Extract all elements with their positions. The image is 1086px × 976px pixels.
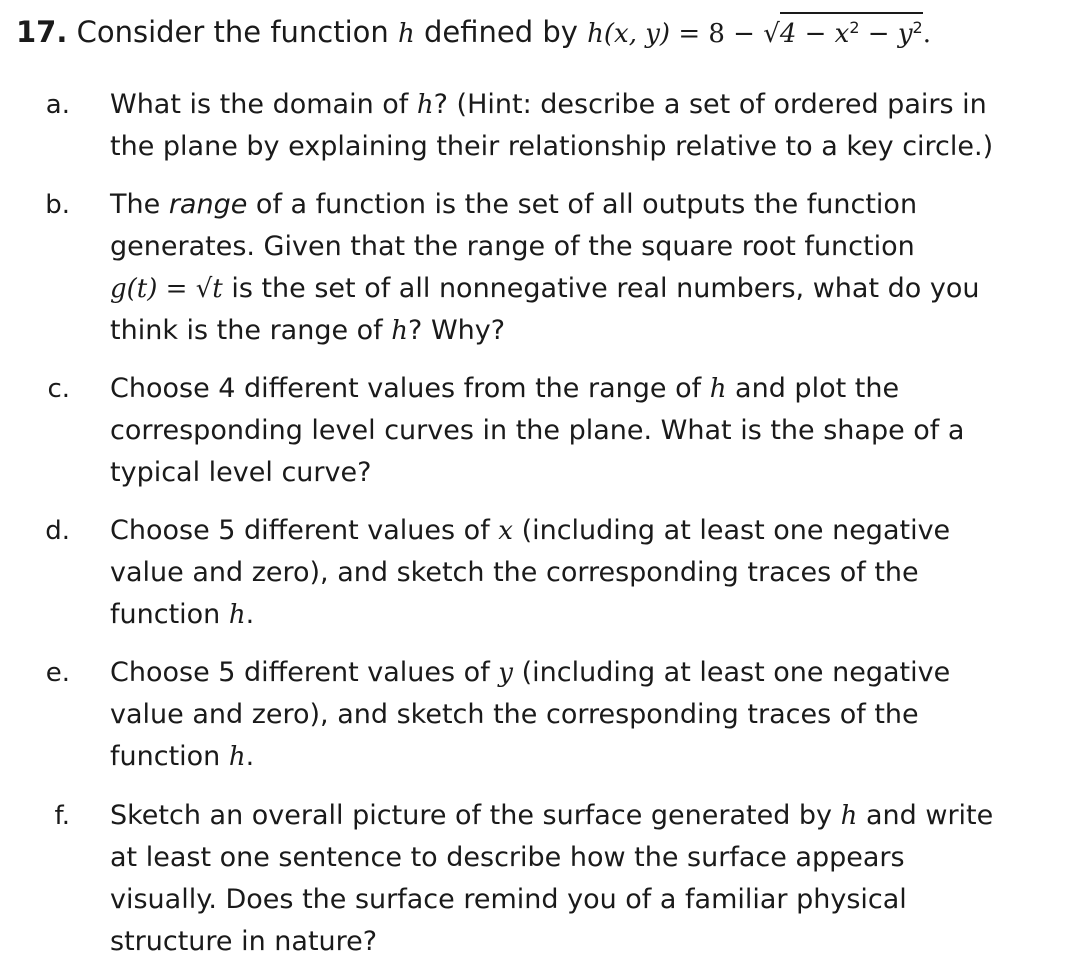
radicand (780, 12, 923, 49)
problem-defined-by: defined by (423, 15, 578, 49)
part-e-fn-var: h (228, 742, 246, 772)
part-d-line-1 (110, 510, 1075, 552)
part-c-text (110, 368, 1075, 494)
part-e-l1-pre: Choose 5 different values of (110, 657, 490, 688)
formula-lhs: h(x, y) (587, 19, 671, 49)
part-a-letter: a. (45, 90, 70, 120)
part-e-var: y (498, 658, 513, 688)
part-a-line-1 (110, 84, 1075, 126)
part-e-l3-pre: function (110, 741, 221, 772)
radicand-b: − y (859, 19, 913, 49)
part-c-letter: c. (47, 374, 70, 404)
part-c-l1-pre: Choose 4 different values from the range of (110, 373, 702, 404)
part-b-line-4 (110, 310, 1075, 352)
part-c-line-1 (110, 368, 1075, 410)
part-e-line-3 (110, 736, 1075, 778)
part-d-text (110, 510, 1075, 636)
part-e-letter: e. (45, 658, 70, 688)
part-a-l1-pre: What is the domain of (110, 89, 409, 120)
part-d-l1-pre: Choose 5 different values of (110, 515, 490, 546)
radicand-a: 4 − x (779, 19, 850, 49)
function-formula (587, 15, 931, 49)
part-a-var: h (416, 90, 434, 120)
part-b-line-1 (110, 184, 1075, 226)
function-name: h (398, 19, 415, 49)
part-b-text (110, 184, 1075, 352)
part-e-l3-post: . (245, 741, 255, 772)
part-d-l1-post: (including at least one negative (521, 515, 951, 546)
part-a-text (110, 84, 1075, 168)
part-d-line-3 (110, 594, 1075, 636)
part-f-line-2: at least one sentence to describe how the surface appears (110, 842, 905, 873)
part-c-var: h (709, 374, 727, 404)
part-b-l3-post: is the set of all nonnegative real numbers, what do you (231, 273, 980, 304)
part-e-text (110, 652, 1075, 778)
part-d-l3-post: . (245, 599, 255, 630)
problem-number: 17. (16, 15, 68, 49)
part-f-line-3: visually. Does the surface remind you of a familiar physical (110, 884, 907, 915)
part-b-l4-pre: think is the range of (110, 315, 383, 346)
part-f-line-1 (110, 795, 1075, 837)
formula-eq: = 8 − (670, 19, 764, 49)
radical-sign: √ (763, 19, 780, 49)
part-b-line-2: generates. Given that the range of the square root function (110, 231, 915, 262)
problem-intro: Consider the function (76, 15, 389, 49)
part-e-line-2: value and zero), and sketch the corresponding traces of the (110, 699, 919, 730)
part-e-line-1 (110, 652, 1075, 694)
problem-heading (16, 8, 931, 54)
part-f-var: h (840, 801, 858, 831)
part-f-l1-pre: Sketch an overall picture of the surface generated by (110, 800, 833, 831)
part-b-letter: b. (45, 190, 70, 220)
part-c-line-2: corresponding level curves in the plane. What is the shape of a (110, 415, 965, 446)
part-f-text (110, 795, 1075, 963)
part-f-line-4: structure in nature? (110, 926, 378, 957)
part-c-line-3: typical level curve? (110, 457, 372, 488)
part-e-l1-post: (including at least one negative (521, 657, 951, 688)
part-b-l1-post: of a function is the set of all outputs the function (255, 189, 918, 220)
part-f-l1-post: and write (865, 800, 994, 831)
part-c-l1-post: and plot the (735, 373, 900, 404)
part-b-var: h (391, 316, 409, 346)
part-d-line-2: value and zero), and sketch the corresponding traces of the (110, 557, 919, 588)
part-d-fn-var: h (228, 600, 246, 630)
part-a-line-2: the plane by explaining their relationship relative to a key circle.) (110, 131, 994, 162)
part-b-range-em: range (168, 189, 248, 220)
part-d-var: x (498, 516, 513, 546)
formula-end: . (922, 19, 931, 49)
part-f-letter: f. (54, 801, 70, 831)
part-b-l1-pre: The (110, 189, 161, 220)
part-a-l1-post: ? (Hint: describe a set of ordered pairs in (433, 89, 987, 120)
part-b-line-3 (110, 268, 1075, 310)
part-d-letter: d. (45, 516, 70, 546)
part-d-l3-pre: function (110, 599, 221, 630)
part-b-sqrt-formula: g(t) = √t (110, 274, 223, 304)
exponent-y: 2 (912, 18, 923, 37)
part-b-l4-post: ? Why? (408, 315, 506, 346)
exponent-x: 2 (849, 18, 860, 37)
